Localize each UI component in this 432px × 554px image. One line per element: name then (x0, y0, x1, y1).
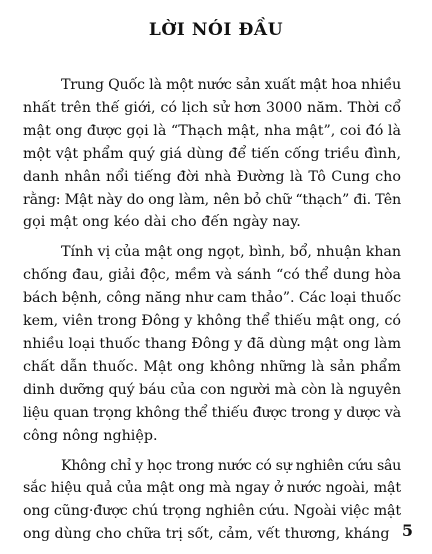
text-line: chống đau, giải độc, mềm và sánh “có thể dung hòa (23, 267, 401, 284)
text-line: công nông nghiệp. (23, 427, 158, 444)
text-line: bách bệnh, công năng như cam thảo”. Các loại thuốc (23, 290, 401, 307)
text-line: ong dùng cho chữa trị sốt, cảm, vết thương, kháng (23, 526, 390, 543)
text-line: gọi mật ong kéo dài cho đến ngày nay. (23, 214, 301, 231)
text-line: Trung Quốc là một nước sản xuất mật hoa nhiều (61, 77, 401, 93)
text-line: nhất trên thế giới, có lịch sử hơn 3000 năm. Thời cổ (23, 99, 401, 116)
paragraph-2 (23, 241, 401, 447)
text-line: mật ong được gọi là “Thạch mật, nha mật”, coi đó là (23, 122, 401, 139)
text-line: kem, viên trong Đông y không thể thiếu mật ong, có (23, 313, 401, 330)
text-line: liệu quan trọng không thể thiếu được trong y dược và (23, 404, 401, 421)
paragraph-1 (23, 74, 401, 234)
text-line: chất dẫn thuốc. Mật ong không những là sản phẩm (23, 358, 401, 375)
body-text (23, 74, 401, 553)
page-title: LỜI NÓI ĐẦU (148, 20, 284, 40)
text-line: dinh dưỡng quý báu của con người mà còn là nguyên (23, 381, 401, 398)
text-line: Không chỉ y học trong nước có sự nghiên cứu sâu (61, 457, 401, 474)
text-line: nhiều loại thuốc thang Đông y đã dùng mật ong làm (23, 335, 401, 352)
text-line: rằng: Mật này do ong làm, nên bỏ chữ “thạch” đi. Tên (23, 191, 401, 208)
text-line: Tính vị của mật ong ngọt, bình, bổ, nhuận khan (61, 244, 401, 261)
text-line: danh nhân nổi tiếng đời nhà Đường là Tô Cung cho (23, 168, 401, 185)
text-line: sắc hiệu quả của mật ong mà ngay ở nước ngoài, mật (23, 480, 401, 497)
page-number: 5 (401, 521, 413, 540)
text-line: một vật phẩm quý giá dùng để tiến cống triều đình, (23, 145, 401, 162)
text-line: ong cũng·được chú trọng nghiên cứu. Ngoài việc mật (23, 503, 401, 520)
paragraph-3 (23, 455, 401, 547)
